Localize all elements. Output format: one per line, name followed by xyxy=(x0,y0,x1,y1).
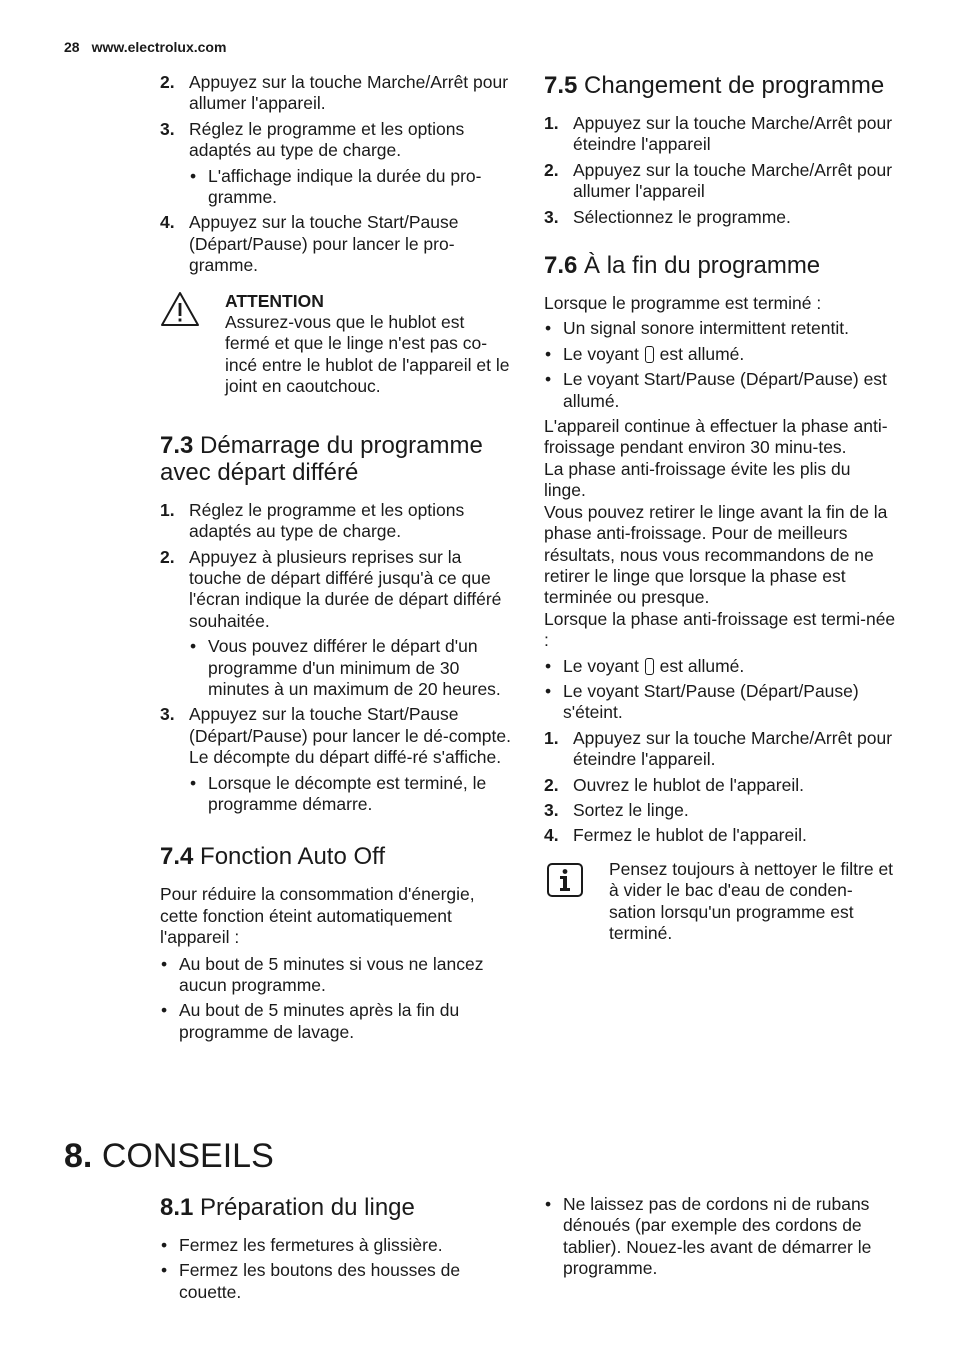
auto-off-intro: Pour réduire la consommation d'énergie, cette fonction éteint automatiquement l'appareil : xyxy=(160,884,475,948)
section-7-6-heading: 7.6 À la fin du programme xyxy=(544,252,821,280)
list-item: • Le voyant est allumé. xyxy=(544,656,896,677)
list-item: 3. Réglez le programme et les options adaptés au type de charge. • L'affichage indique la durée du pro-gramme. xyxy=(160,119,512,209)
list-item: • Le voyant Start/Pause (Départ/Pause) s'éteint. xyxy=(544,681,896,724)
list-item: 4. Appuyez sur la touche Start/Pause (Départ/Pause) pour lancer le pro-gramme. xyxy=(160,212,459,276)
chapter-heading: 8. CONSEILS xyxy=(64,1137,274,1175)
end-bullets-2 xyxy=(544,656,896,724)
attention-box xyxy=(160,291,512,398)
prep-bullets xyxy=(160,1235,512,1303)
list-item: 3. Appuyez sur la touche Start/Pause (Départ/Pause) pour lancer le dé-compte. Le décompte du départ diffé-ré s'affiche. • Lorsque le décompte est terminé, le programme démarre. xyxy=(160,704,512,815)
section-8-1-heading: 8.1 Préparation du linge xyxy=(160,1194,415,1221)
sub-bullet: • Lorsque le décompte est terminé, le programme démarre. xyxy=(189,773,512,816)
paragraph: La phase anti-froissage évite les plis du linge. xyxy=(544,458,851,501)
info-box xyxy=(544,859,896,945)
list-item: 1. Réglez le programme et les options adaptés au type de charge. xyxy=(160,499,465,542)
end-steps xyxy=(544,728,896,847)
end-intro: Lorsque le programme est terminé : xyxy=(544,293,822,314)
door-lamp-icon xyxy=(645,346,654,363)
list-item: 2. Appuyez sur la touche Marche/Arrêt pour allumer l'appareil. xyxy=(160,72,509,114)
right-column xyxy=(544,72,896,944)
list-item: • Au bout de 5 minutes si vous ne lancez aucun programme. xyxy=(160,954,512,997)
left-column xyxy=(160,72,512,1047)
warning-icon xyxy=(160,291,200,332)
section-7-3-heading: 7.3 Démarrage du programme avec départ différé xyxy=(160,431,483,486)
delay-steps xyxy=(160,500,512,816)
change-steps xyxy=(544,113,896,228)
section-7-4-heading: 7.4 Fonction Auto Off xyxy=(160,843,386,871)
info-icon xyxy=(547,863,583,902)
list-item: • Le voyant Start/Pause (Départ/Pause) est allumé. xyxy=(544,369,896,412)
sub-bullet: • L'affichage indique la durée du pro-gramme. xyxy=(189,166,512,209)
list-item: 4. Fermez le hublot de l'appareil. xyxy=(544,825,807,846)
auto-off-bullets xyxy=(160,954,512,1044)
list-item: 1. Appuyez sur la touche Marche/Arrêt pour éteindre l'appareil xyxy=(544,113,893,155)
list-item: 3. Sortez le linge. xyxy=(544,799,689,820)
section-8-1 xyxy=(160,1194,512,1307)
list-item: • Fermez les boutons des housses de couette. xyxy=(160,1260,512,1303)
list-item: 1. Appuyez sur la touche Marche/Arrêt pour éteindre l'appareil. xyxy=(544,727,893,770)
list-item: • Un signal sonore intermittent retentit. xyxy=(544,318,896,339)
list-item: • Fermez les fermetures à glissière. xyxy=(160,1235,512,1256)
door-lamp-icon xyxy=(645,658,654,675)
list-item: • Au bout de 5 minutes après la fin du programme de lavage. xyxy=(160,1000,512,1043)
list-item: 2. Ouvrez le hublot de l'appareil. xyxy=(544,774,804,795)
list-item: 2. Appuyez sur la touche Marche/Arrêt pour allumer l'appareil xyxy=(544,159,893,202)
paragraph: Vous pouvez retirer le linge avant la fin de la phase anti-froissage. Pour de meilleurs résultats, nous vous recommandons de ne retirer le linge que lorsque la phase est terminée ou presque. xyxy=(544,501,888,608)
info-text: Pensez toujours à nettoyer le filtre et à vider le bac d'eau de conden-sation lorsqu'un programme est terminé. xyxy=(609,858,894,943)
header-url: www.electrolux.com xyxy=(91,39,227,55)
list-item: 3. Sélectionnez le programme. xyxy=(544,206,791,227)
paragraph: Lorsque la phase anti-froissage est termi-née : xyxy=(544,608,896,651)
attention-text: Assurez-vous que le hublot est fermé et que le linge n'est pas co-incé entre le hublot de l'appareil et le joint en caoutchouc. xyxy=(225,312,510,397)
start-steps xyxy=(160,72,512,277)
section-7-5-heading: 7.5 Changement de programme xyxy=(544,72,885,99)
list-item: • Ne laissez pas de cordons ni de rubans dénoués (par exemple des cordons de tablier). Nouez-les avant de démarrer le programme. xyxy=(544,1194,896,1280)
sub-bullet: • Vous pouvez différer le départ d'un programme d'un minimum de 30 minutes à un maximum de 20 heures. xyxy=(189,636,512,700)
prep-bullets-right xyxy=(544,1194,896,1280)
page-number: 28 xyxy=(64,39,80,55)
list-item: 2. Appuyez à plusieurs reprises sur la touche de départ différé jusqu'à ce que l'écran indique la durée de départ différé souhaitée. • Vous pouvez différer le départ d'un programme d'un minimum de 30 minutes à un maximum de 20 heures. xyxy=(160,547,512,701)
end-bullets xyxy=(544,318,896,412)
page-header xyxy=(64,38,226,56)
section-8-1-right xyxy=(544,1194,896,1284)
list-item: • Le voyant est allumé. xyxy=(544,344,896,365)
attention-title: ATTENTION xyxy=(225,290,324,311)
paragraph: L'appareil continue à effectuer la phase anti-froissage pendant environ 30 minu-tes. xyxy=(544,416,888,458)
